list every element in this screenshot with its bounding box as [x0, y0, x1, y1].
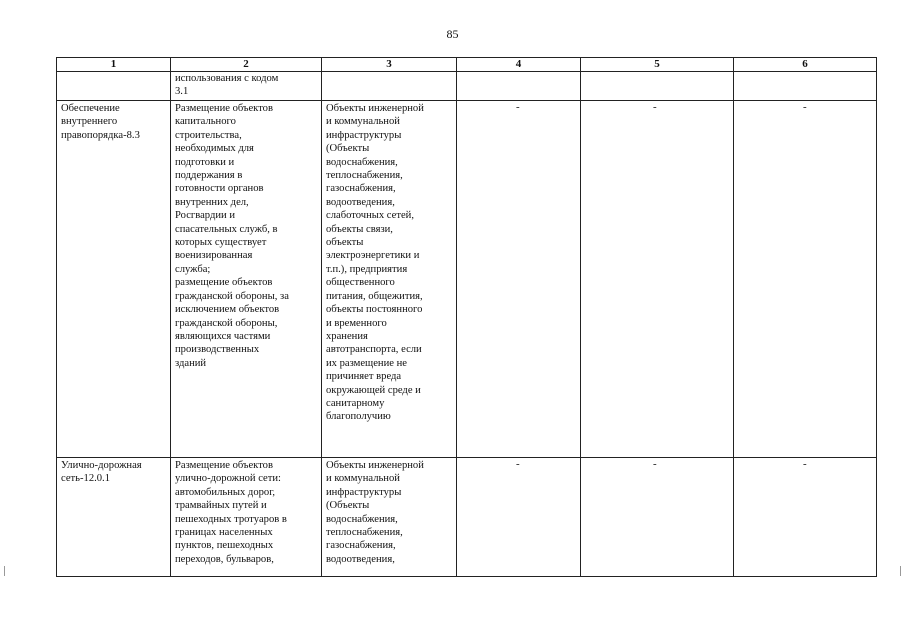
scan-speck-left	[4, 566, 5, 576]
col-border-2	[321, 57, 322, 577]
row1-col4-dash: -	[516, 101, 520, 113]
row2-col4-dash: -	[516, 458, 520, 470]
header-col-6: 6	[802, 58, 808, 70]
row1-col6-dash: -	[803, 101, 807, 113]
col-border-5	[733, 57, 734, 577]
row-divider-1	[56, 100, 877, 101]
scan-speck-right	[900, 566, 901, 576]
header-col-5: 5	[654, 58, 660, 70]
row2-auxiliary-use: Объекты инженерной и коммунальной инфраструктуры (Объекты водоснабжения, теплоснабжения, газоснабжения, водоотведения,	[326, 460, 424, 565]
header-col-4: 4	[515, 58, 522, 70]
col-border-1	[170, 57, 171, 577]
row0-permitted-use: использования с кодом 3.1	[175, 73, 279, 98]
row2-col6-dash: -	[803, 458, 807, 470]
col-border-0	[56, 57, 57, 577]
row-divider-2	[56, 457, 877, 458]
header-col-3: 3	[386, 58, 392, 70]
row1-use-type: Обеспечение внутреннего правопорядка-8.3	[61, 103, 140, 141]
col-border-3	[456, 57, 457, 577]
row2-use-type: Улично-дорожная сеть-12.0.1	[61, 460, 142, 485]
table-bottom-border	[56, 576, 877, 577]
header-col-1: 1	[110, 58, 117, 70]
col-border-4	[580, 57, 581, 577]
row1-permitted-use: Размещение объектов капитального строительства, необходимых для подготовки и поддержания в готовности органов внутренних дел, Росгвардии и спасательных служб, в которых существует военизированная служба; размещение объектов гражданской обороны, за исключением объектов гражданской обороны, являющихся частями производственных зданий	[175, 103, 289, 369]
row1-auxiliary-use: Объекты инженерной и коммунальной инфраструктуры (Объекты водоснабжения, теплоснабжения, газоснабжения, водоотведения, слаботочных сетей, объекты связи, объекты электроэнергетики и т.п.), предприятия общественного питания, общежития, объекты постоянного и временного хранения автотранспорта, если их размещение не причиняет вреда окружающей среде и санитарному благополучию	[326, 103, 424, 423]
header-col-2: 2	[243, 58, 249, 70]
row1-col5-dash: -	[653, 101, 657, 113]
row2-col5-dash: -	[653, 458, 657, 470]
page-number: 85	[446, 27, 459, 41]
col-border-6	[876, 57, 877, 577]
row2-permitted-use: Размещение объектов улично-дорожной сети: автомобильных дорог, трамвайных путей и пешеходных тротуаров в границах населенных пунктов, пешеходных переходов, бульваров,	[175, 460, 287, 565]
